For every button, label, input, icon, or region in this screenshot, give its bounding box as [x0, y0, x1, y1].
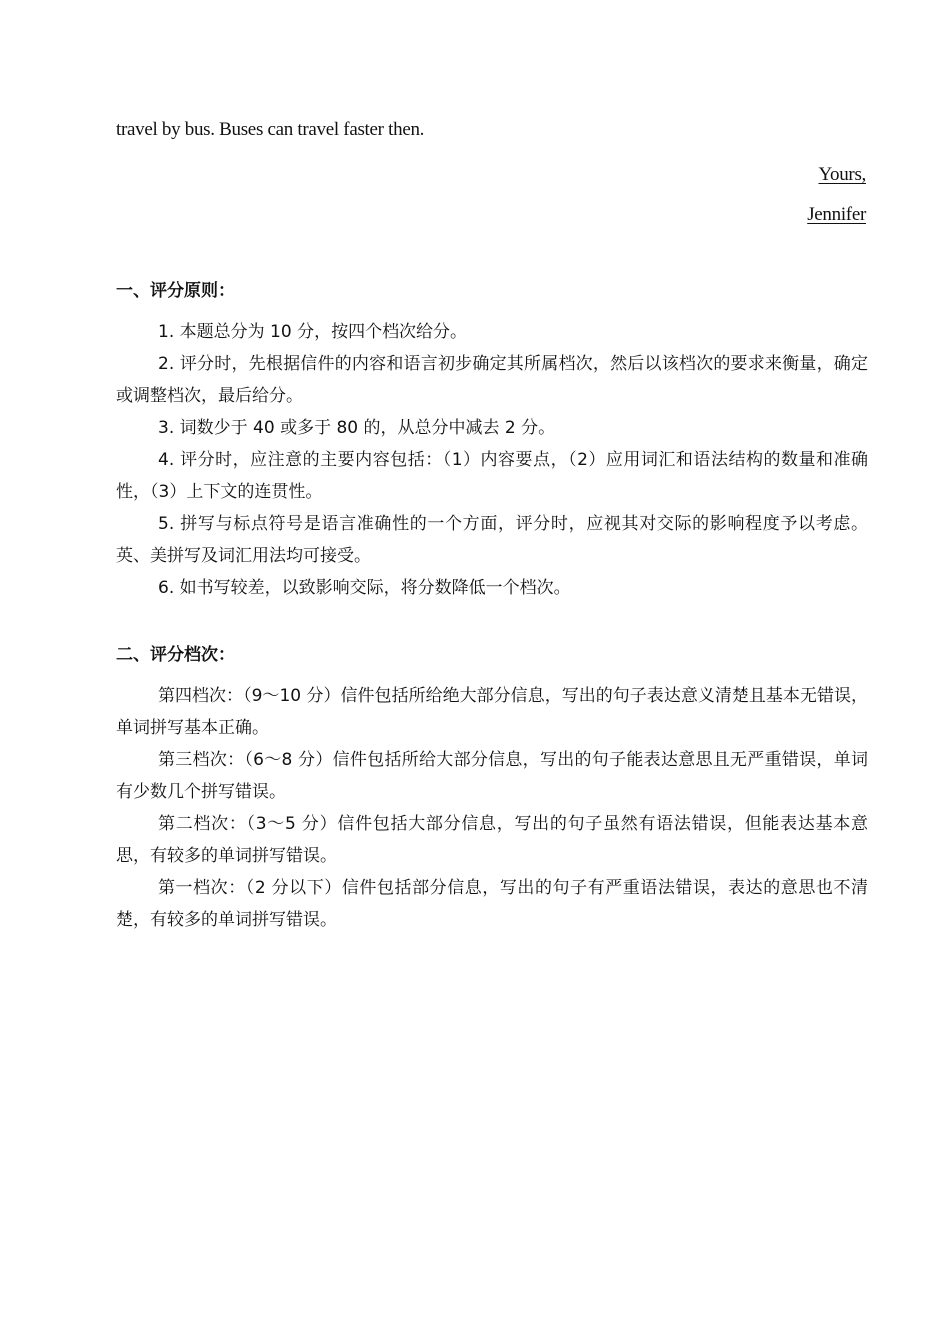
- scoring-principles-heading: 一、评分原则：: [116, 281, 235, 301]
- scoring-band-4: 第四档次：（9～10 分）信件包括所给绝大部分信息，写出的句子表达意义清楚且基本无错误，单词拼写基本正确。: [116, 686, 868, 738]
- scoring-band-3: 第三档次：（6～8 分）信件包括所给大部分信息，写出的句子能表达意思且无严重错误，单词有少数几个拼写错误。: [116, 750, 868, 802]
- letter-signoff-block: [666, 155, 866, 235]
- scoring-band-2: 第二档次：（3～5 分）信件包括大部分信息，写出的句子虽然有语法错误，但能表达基本意思，有较多的单词拼写错误。: [116, 814, 868, 866]
- letter-signoff: Yours,: [818, 164, 866, 185]
- scoring-principles-section: [116, 278, 868, 604]
- scoring-rule-6: 6. 如书写较差，以致影响交际，将分数降低一个档次。: [158, 578, 571, 598]
- scoring-rule-2: 2. 评分时，先根据信件的内容和语言初步确定其所属档次，然后以该档次的要求来衡量，确定或调整档次，最后给分。: [116, 354, 868, 406]
- scoring-band-1: 第一档次：（2 分以下）信件包括部分信息，写出的句子有严重语法错误，表达的意思也不清楚，有较多的单词拼写错误。: [116, 878, 868, 930]
- scoring-rule-3: 3. 词数少于 40 或多于 80 的，从总分中减去 2 分。: [158, 418, 556, 438]
- letter-signature: Jennifer: [807, 204, 866, 225]
- scoring-rule-5: 5. 拼写与标点符号是语言准确性的一个方面，评分时，应视其对交际的影响程度予以考虑。英、美拼写及词汇用法均可接受。: [116, 514, 868, 566]
- scoring-bands-heading: 二、评分档次：: [116, 645, 235, 665]
- scoring-rule-4: 4. 评分时，应注意的主要内容包括：（1）内容要点，（2）应用词汇和语法结构的数量和准确性，（3）上下文的连贯性。: [116, 450, 868, 502]
- letter-closing-line: travel by bus. Buses can travel faster then.: [116, 119, 425, 140]
- scoring-rule-1: 1. 本题总分为 10 分，按四个档次给分。: [158, 322, 468, 342]
- scoring-bands-section: [116, 642, 868, 936]
